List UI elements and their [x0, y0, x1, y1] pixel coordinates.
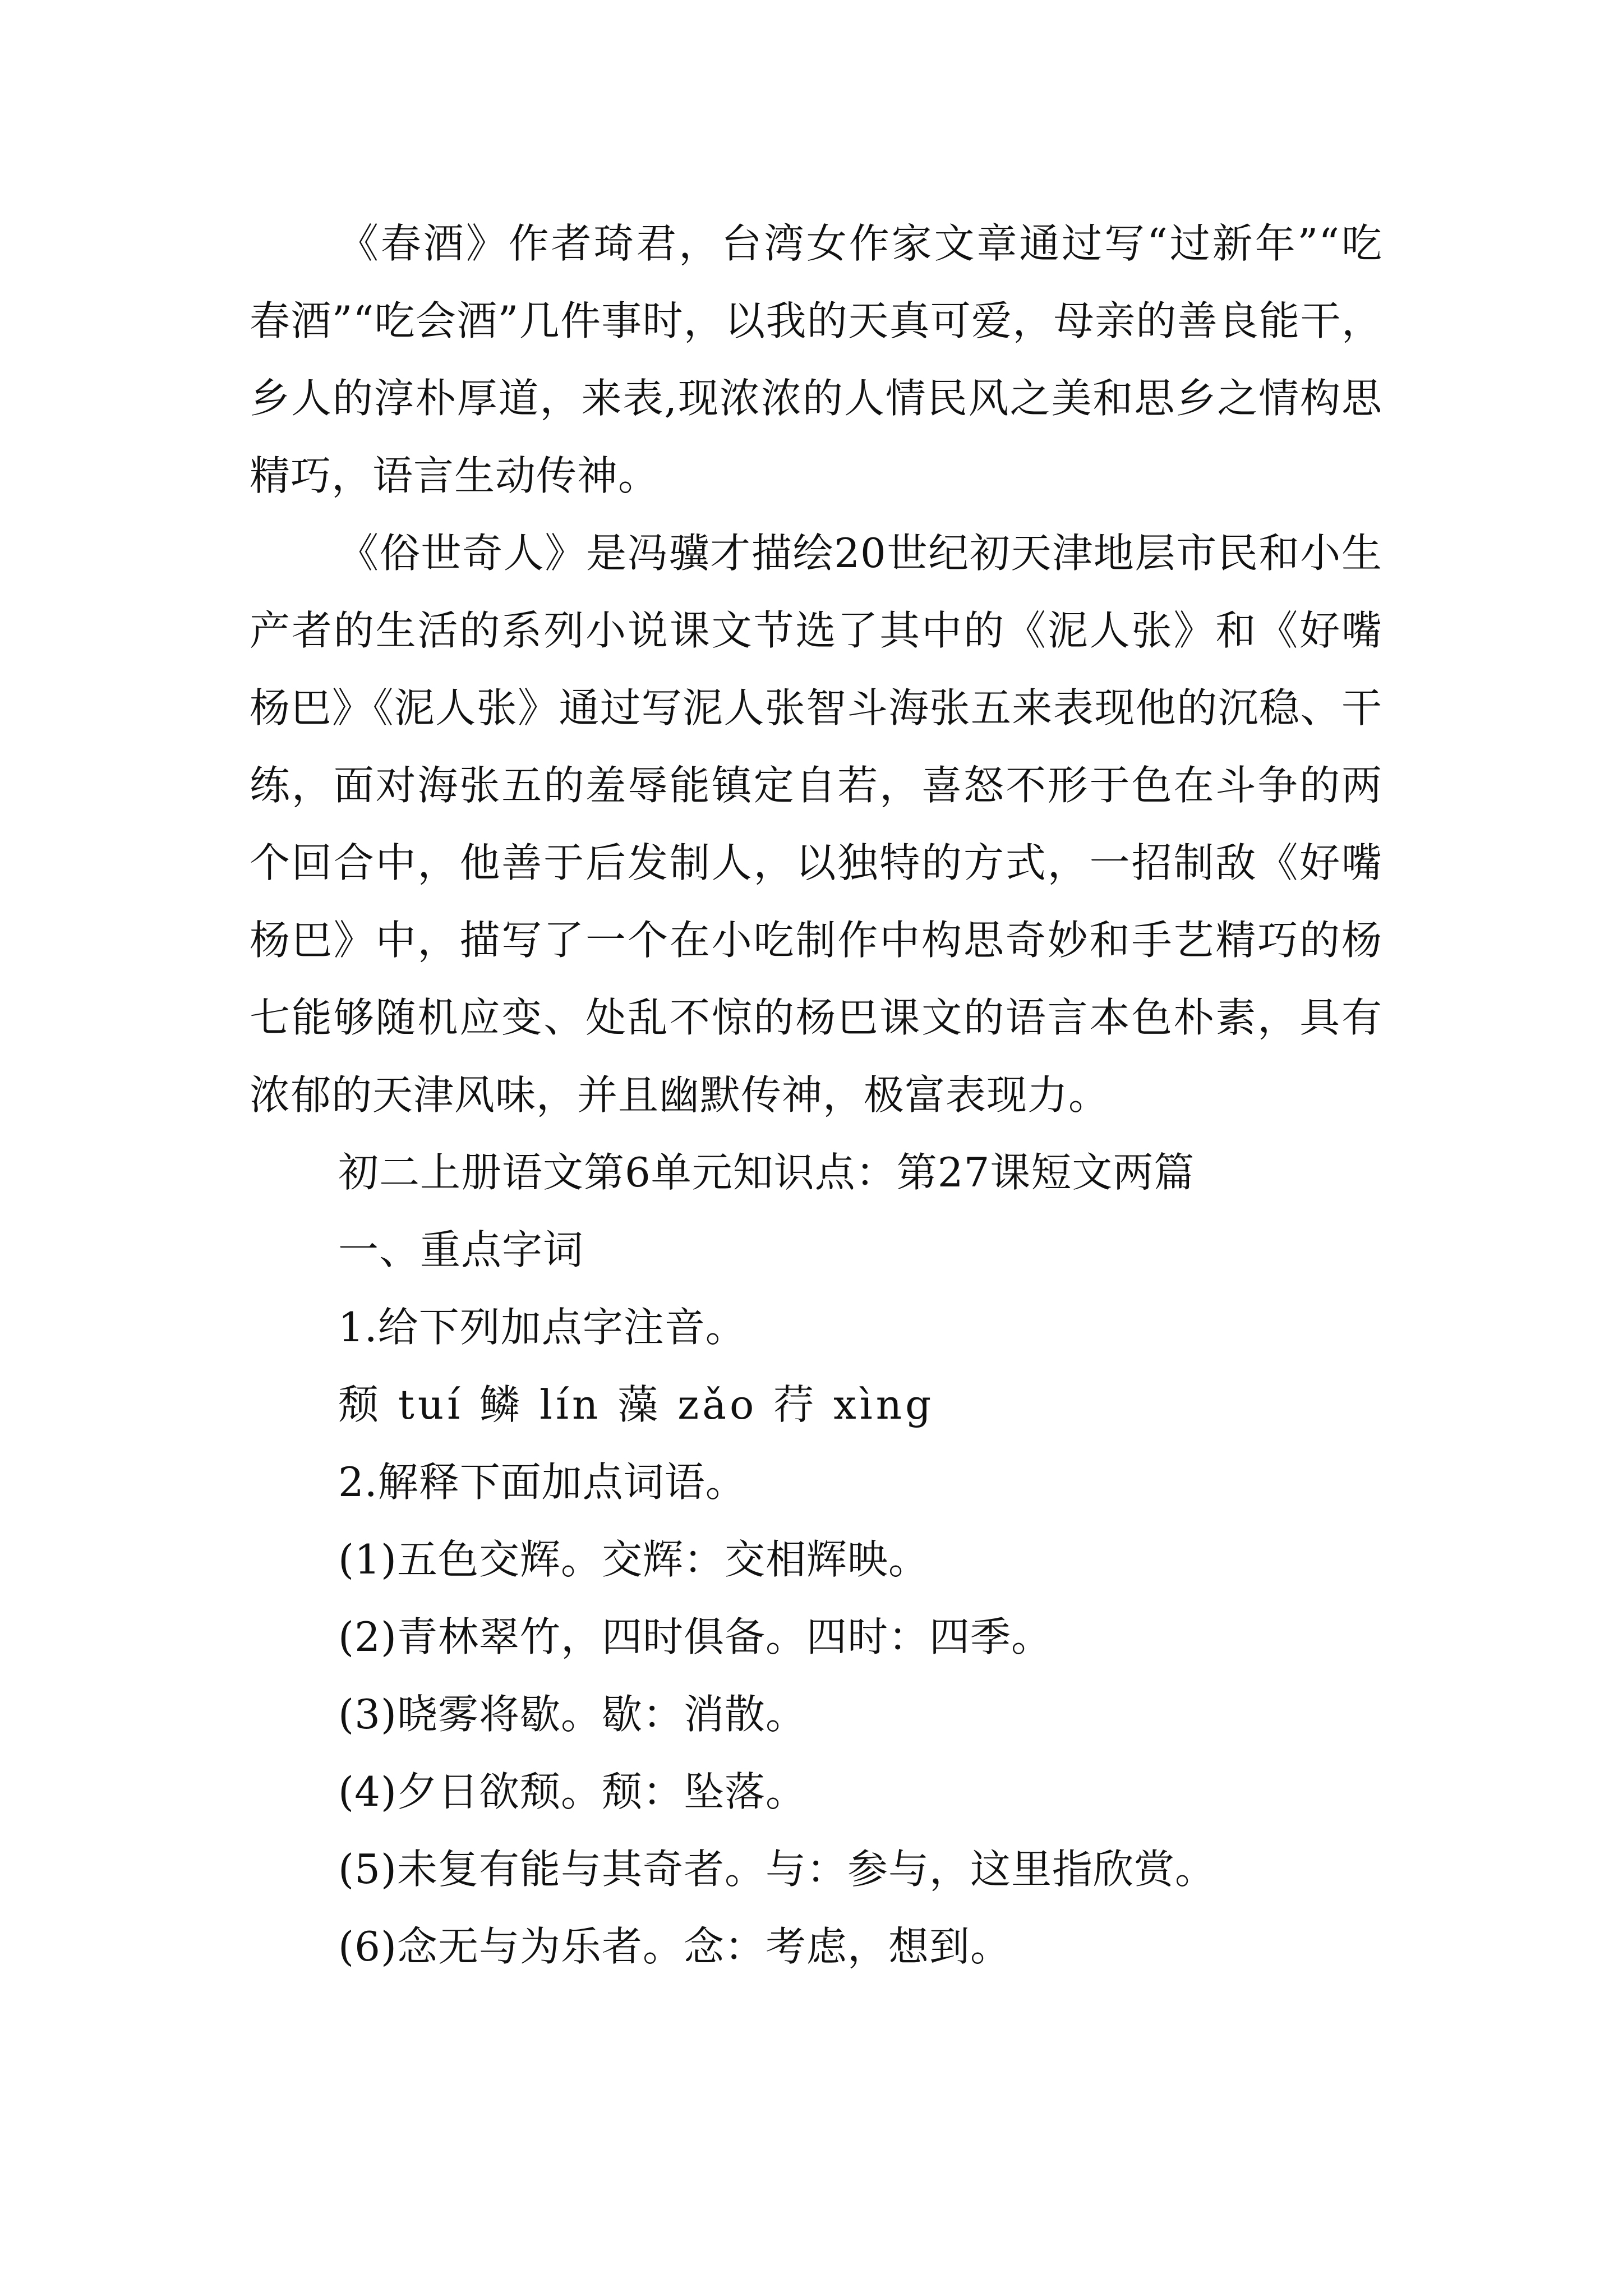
question-2: 2.解释下面加点词语。 [338, 1458, 746, 1506]
question-1: 1.给下列加点字注音。 [338, 1304, 746, 1351]
list-item: (1)五色交辉。交辉：交相辉映。 [338, 1536, 929, 1583]
subheading-key-words: 一、重点字词 [338, 1226, 584, 1273]
paragraph-chunjiu: 《春酒》作者琦君，台湾女作家文章通过写“过新年”“吃春酒”“吃会酒”几件事时，以我的天真可爱，母亲的善良能干，乡人的淳朴厚道，来表,现浓浓的人情民风之美和思乡之情构思精巧，语言生动传神。 [250, 220, 1382, 499]
list-item: (3)晓雾将歇。歇：消散。 [338, 1691, 806, 1738]
pinyin-line: 颓 tuí 鳞 lín 藻 zǎo 荇 xìng [338, 1381, 935, 1428]
section-heading: 初二上册语文第6单元知识点：第27课短文两篇 [338, 1149, 1195, 1196]
paragraph-sushi-qiren: 《俗世奇人》是冯骥才描绘20世纪初天津地层市民和小生产者的生活的系列小说课文节选了其中的《泥人张》和《好嘴杨巴》《泥人张》通过写泥人张智斗海张五来表现他的沉稳、干练，面对海张五的羞辱能镇定自若，喜怒不形于色在斗争的两个回合中，他善于后发制人，以独特的方式，一招制敌《好嘴杨巴》中，描写了一个在小吃制作中构思奇妙和手艺精巧的杨七能够随机应变、处乱不惊的杨巴课文的语言本色朴素，具有浓郁的天津风味，并且幽默传神，极富表现力。 [250, 530, 1382, 1119]
document-body [250, 205, 1382, 1985]
list-item: (2)青林翠竹，四时俱备。四时：四季。 [338, 1613, 1052, 1660]
list-item: (4)夕日欲颓。颓：坠落。 [338, 1768, 806, 1815]
list-item: (6)念无与为乐者。念：考虑，想到。 [338, 1923, 1011, 1970]
list-item: (5)未复有能与其奇者。与：参与，这里指欣赏。 [338, 1846, 1216, 1893]
